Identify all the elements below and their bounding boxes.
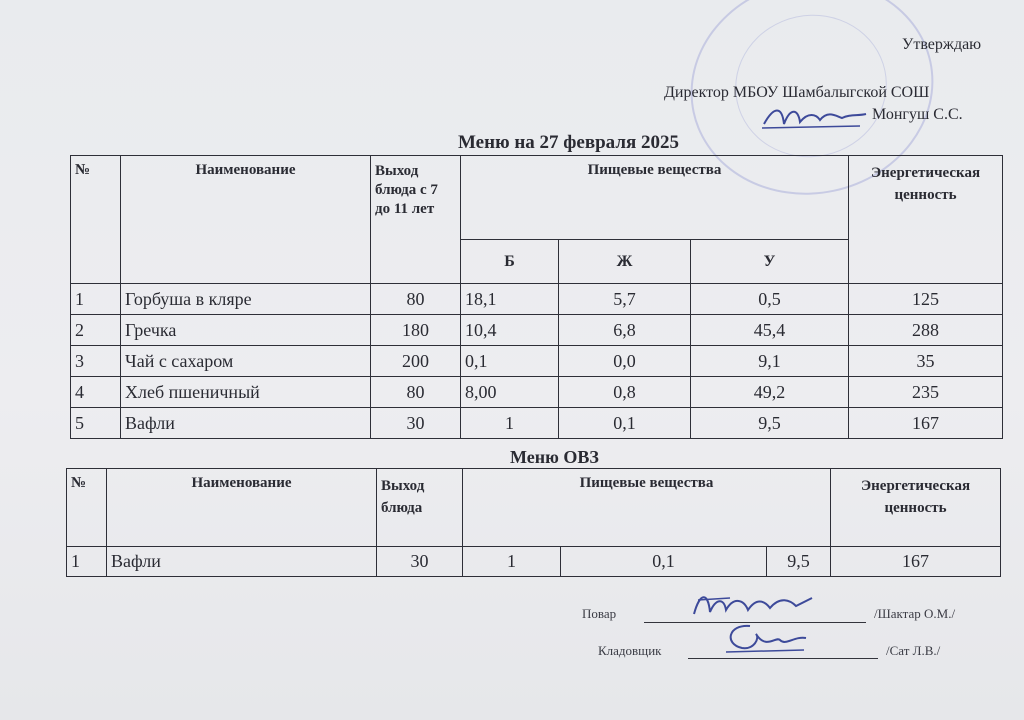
menu1-table	[70, 155, 1003, 439]
row-b: 1	[461, 408, 559, 439]
row-b: 10,4	[461, 315, 559, 346]
row-name: Вафли	[107, 547, 377, 577]
menu2-title: Меню ОВЗ	[510, 447, 599, 467]
table-row	[71, 284, 1003, 315]
table-row	[67, 547, 1001, 577]
row-num: 1	[71, 284, 121, 315]
menu2-header-energy: Энергетическая ценность	[831, 469, 1001, 547]
row-energy: 288	[849, 315, 1003, 346]
row-zh: 0,1	[561, 547, 767, 577]
storekeeper-name: /Сат Л.В./	[886, 643, 941, 658]
menu2-table	[66, 468, 1001, 577]
director-title: Директор МБОУ Шамбалыгской СОШ	[664, 84, 930, 101]
row-b: 1	[463, 547, 561, 577]
menu1-header-zh: Ж	[559, 240, 691, 284]
row-u: 0,5	[691, 284, 849, 315]
row-u: 9,5	[691, 408, 849, 439]
menu1-header-b: Б	[461, 240, 559, 284]
row-yield: 80	[371, 377, 461, 408]
cook-name: /Шактар О.М./	[874, 606, 956, 621]
row-u: 45,4	[691, 315, 849, 346]
storekeeper-signature-line	[688, 658, 878, 659]
menu1-header-u: У	[691, 240, 849, 284]
row-zh: 5,7	[559, 284, 691, 315]
row-num: 3	[71, 346, 121, 377]
row-yield: 180	[371, 315, 461, 346]
director-name: Монгуш С.С.	[872, 106, 963, 123]
row-b: 18,1	[461, 284, 559, 315]
row-b: 0,1	[461, 346, 559, 377]
storekeeper-signature-icon	[720, 620, 810, 656]
menu1-header-energy: Энергетическая ценность	[849, 156, 1003, 284]
row-zh: 0,0	[559, 346, 691, 377]
menu2-header-nutrients: Пищевые вещества	[463, 469, 831, 547]
approve-label: Утверждаю	[902, 36, 982, 53]
row-zh: 0,1	[559, 408, 691, 439]
table-row	[71, 346, 1003, 377]
table-row	[71, 315, 1003, 346]
row-yield: 30	[371, 408, 461, 439]
menu1-title: Меню на 27 февраля 2025	[458, 132, 680, 153]
row-num: 1	[67, 547, 107, 577]
menu2-header-name: Наименование	[107, 469, 377, 547]
menu1-header-name: Наименование	[121, 156, 371, 284]
row-name: Гречка	[121, 315, 371, 346]
row-num: 2	[71, 315, 121, 346]
row-energy: 35	[849, 346, 1003, 377]
director-signature-icon	[760, 102, 870, 132]
row-num: 4	[71, 377, 121, 408]
table-row	[71, 377, 1003, 408]
row-yield: 80	[371, 284, 461, 315]
cook-label: Повар	[582, 606, 617, 621]
row-name: Чай с сахаром	[121, 346, 371, 377]
row-energy: 235	[849, 377, 1003, 408]
menu2-header-yield: Выход блюда	[377, 469, 463, 547]
menu1-header-num: №	[71, 156, 121, 284]
row-yield: 200	[371, 346, 461, 377]
row-u: 9,1	[691, 346, 849, 377]
cook-signature-icon	[690, 590, 820, 620]
row-energy: 167	[831, 547, 1001, 577]
menu2-header-num: №	[67, 469, 107, 547]
storekeeper-label: Кладовщик	[598, 643, 662, 658]
table-row	[71, 408, 1003, 439]
row-yield: 30	[377, 547, 463, 577]
menu1-header-nutrients: Пищевые вещества	[461, 156, 849, 240]
row-zh: 6,8	[559, 315, 691, 346]
row-b: 8,00	[461, 377, 559, 408]
row-name: Вафли	[121, 408, 371, 439]
row-energy: 125	[849, 284, 1003, 315]
row-energy: 167	[849, 408, 1003, 439]
row-zh: 0,8	[559, 377, 691, 408]
row-u: 9,5	[767, 547, 831, 577]
row-name: Хлеб пшеничный	[121, 377, 371, 408]
menu1-header-yield: Выход блюда с 7 до 11 лет	[371, 156, 461, 284]
row-u: 49,2	[691, 377, 849, 408]
row-num: 5	[71, 408, 121, 439]
row-name: Горбуша в кляре	[121, 284, 371, 315]
